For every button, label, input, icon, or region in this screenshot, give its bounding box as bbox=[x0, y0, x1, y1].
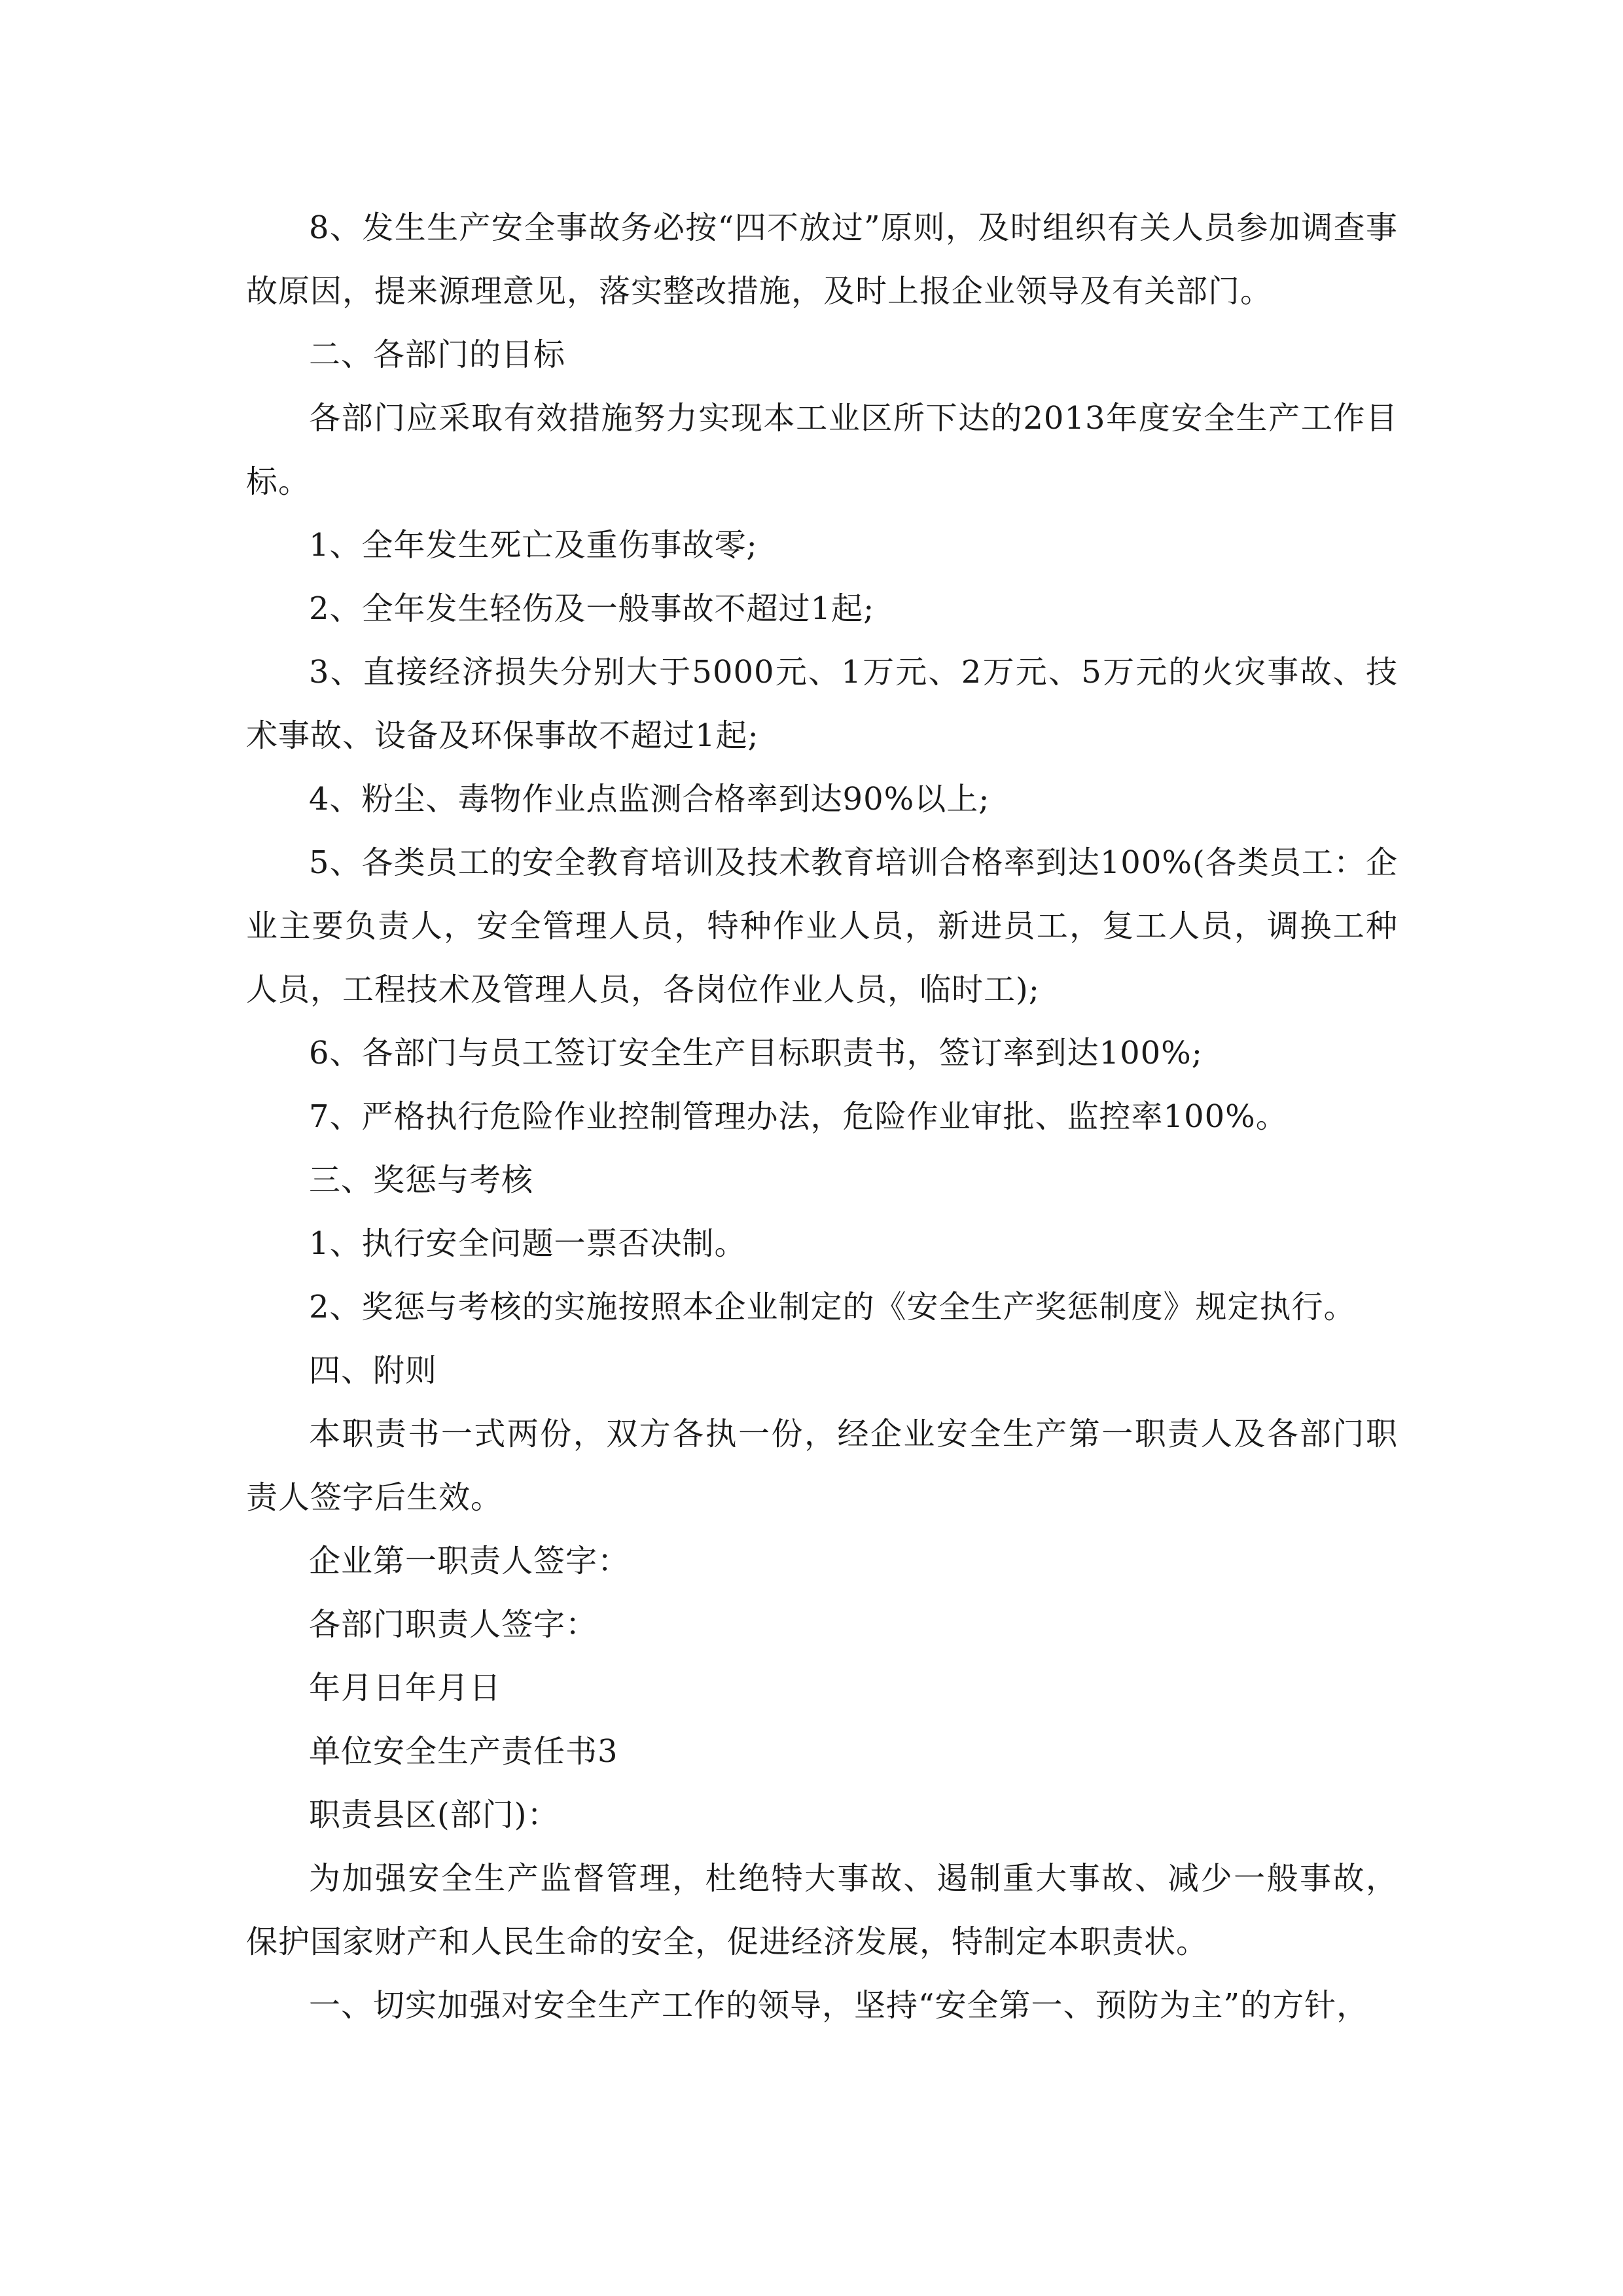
section-heading: 二、各部门的目标 bbox=[309, 336, 566, 373]
date-line: 年月日年月日 bbox=[309, 1670, 502, 1706]
section-heading: 四、附则 bbox=[309, 1352, 438, 1389]
signature-line: 企业第一职责人签字： bbox=[309, 1543, 630, 1579]
list-item: 2、全年发生轻伤及一般事故不超过1起; bbox=[309, 590, 875, 627]
list-item: 6、各部门与员工签订安全生产目标职责书，签订率到达100%; bbox=[309, 1035, 1203, 1071]
document-body bbox=[246, 196, 1398, 2037]
paragraph: 各部门应采取有效措施努力实现本工业区所下达的2013年度安全生产工作目标。 bbox=[246, 400, 1398, 500]
paragraph: 职责县区(部门)： bbox=[309, 1797, 560, 1833]
section-heading: 三、奖惩与考核 bbox=[309, 1162, 534, 1198]
paragraph: 8、发生生产安全事故务必按“四不放过”原则，及时组织有关人员参加调查事故原因，提来源理意见，落实整改措施，及时上报企业领导及有关部门。 bbox=[246, 209, 1398, 310]
paragraph: 为加强安全生产监督管理，杜绝特大事故、遏制重大事故、减少一般事故，保护国家财产和人民生命的安全，促进经济发展，特制定本职责状。 bbox=[246, 1860, 1398, 1960]
list-item: 4、粉尘、毒物作业点监测合格率到达90%以上; bbox=[309, 781, 990, 817]
list-item: 3、直接经济损失分别大于5000元、1万元、2万元、5万元的火灾事故、技术事故、设备及环保事故不超过1起; bbox=[246, 654, 1398, 754]
signature-line: 各部门职责人签字： bbox=[309, 1606, 598, 1643]
list-item: 1、执行安全问题一票否决制。 bbox=[309, 1225, 747, 1262]
list-item: 5、各类员工的安全教育培训及技术教育培训合格率到达100%(各类员工：企业主要负责人，安全管理人员，特种作业人员，新进员工，复工人员，调换工种人员，工程技术及管理人员，各岗位作业人员，临时工); bbox=[246, 844, 1398, 1008]
document-title: 单位安全生产责任书3 bbox=[309, 1733, 618, 1770]
list-item: 2、奖惩与考核的实施按照本企业制定的《安全生产奖惩制度》规定执行。 bbox=[309, 1289, 1356, 1325]
list-item: 7、严格执行危险作业控制管理办法，危险作业审批、监控率100%。 bbox=[309, 1098, 1288, 1135]
paragraph: 一、切实加强对安全生产工作的领导，坚持“安全第一、预防为主”的方针， bbox=[309, 1987, 1369, 2024]
list-item: 1、全年发生死亡及重伤事故零; bbox=[309, 527, 758, 564]
paragraph: 本职责书一式两份，双方各执一份，经企业安全生产第一职责人及各部门职责人签字后生效。 bbox=[246, 1416, 1398, 1516]
